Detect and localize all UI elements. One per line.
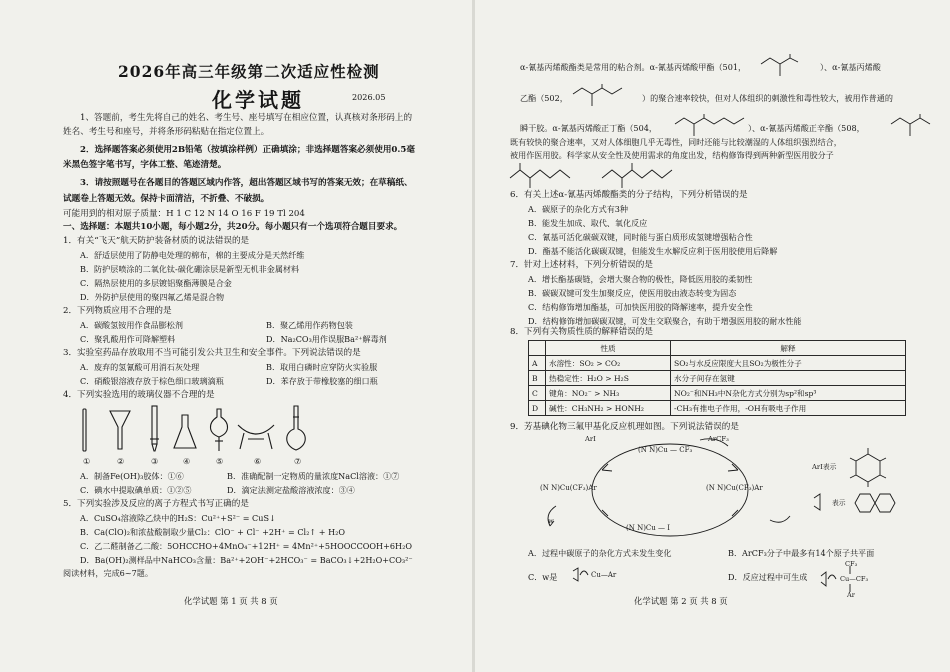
q9-option-b: B．ArCF₃分子中最多有14个原子共平面 xyxy=(728,548,875,558)
q7-option-d: D．结构修饰增加碳碳双键，可发生交联聚合，有助于增强医用胶的耐水性能 xyxy=(528,316,802,326)
q8-header-option xyxy=(529,341,546,356)
section-one-heading: 一、选择题：本题共10小题，每小题2分，共20分。每小题只有一个选项符合题目要求。 xyxy=(63,222,403,232)
q1-stem: 1．有关“飞天”航天防护装备材质的说法错误的是 xyxy=(63,236,250,246)
q8-row-c-option: C xyxy=(529,386,546,401)
q2-option-c: C．聚乳酸用作可降解塑料 xyxy=(80,334,176,344)
q4-option-c: C．碘水中提取碘单质：①②⑤ xyxy=(80,485,192,495)
page-fold xyxy=(472,0,475,672)
funnel-icon xyxy=(110,411,130,449)
material-line-3-tail: ）、α-氰基丙烯酸正辛酯（508， xyxy=(748,123,865,133)
q8-row-d-property: 碱性：CH₃NH₂ > HONH₂ xyxy=(546,401,671,416)
material-line-1-tail: ）、α-氰基丙烯酸 xyxy=(820,62,881,72)
subject-title: 化学试题 xyxy=(212,88,304,112)
q7-option-c: C．结构修饰增加酯基，可加快医用胶的降解速率，提升安全性 xyxy=(528,302,753,312)
q8-row-a-option: A xyxy=(529,356,546,371)
new-medical-glue-structures xyxy=(506,160,686,190)
q4-option-b: B．准确配制一定物质的量浓度NaCl溶液：①⑦ xyxy=(227,471,400,481)
q4-stem: 4．下列实验选用的玻璃仪器不合理的是 xyxy=(63,390,215,400)
q9-option-a: A．过程中碳原子的杂化方式未发生变化 xyxy=(528,548,672,558)
methyl-cyanoacrylate-structure xyxy=(758,52,820,82)
svg-text:Ar: Ar xyxy=(847,591,855,598)
q7-option-a: A．增长酯基碳链，会增大聚合物的极性，降低医用胶的柔韧性 xyxy=(528,274,753,284)
q6-option-c: C．氰基可活化碳碳双键，同时能与蛋白质形成氢键增强粘合性 xyxy=(528,232,753,242)
q6-option-b: B．能发生加成、取代、氧化反应 xyxy=(528,218,648,228)
q4-option-a: A．制备Fe(OH)₃胶体：①⑥ xyxy=(80,471,184,481)
material-line-2: 乙酯（502， xyxy=(520,93,568,103)
q3-stem: 3．实验室药品存放取用不当可能引发公共卫生和安全事件。下列说法错误的是 xyxy=(63,348,361,358)
material-line-4: 既有较快的聚合速率，又对人体细胞几乎无毒性，同时还能与比较潮湿的人体组织强烈结合， xyxy=(510,137,842,147)
pentafluorophenyl-iodide-structure xyxy=(844,446,892,488)
glassware-label-2: ② xyxy=(117,456,125,466)
glassware-label-7: ⑦ xyxy=(294,456,302,466)
q3-option-d: D．苯存放于带橡胶塞的细口瓶 xyxy=(266,376,378,386)
w-structure xyxy=(570,565,628,585)
q8-header-property: 性质 xyxy=(546,341,671,356)
note-line-5: 3．请按照题号在各题目的答题区域内作答，超出答题区域书写的答案无效；在草稿纸、 xyxy=(80,178,413,188)
q3-option-b: B．取用白磷时应穿防火实验服 xyxy=(266,362,378,372)
svg-text:Cu—Ar: Cu—Ar xyxy=(591,571,617,579)
atomic-masses: 可能用到的相对原子质量：H 1 C 12 N 14 O 16 F 19 Tl 204 xyxy=(63,209,305,219)
q1-option-b: B．防护层喷涂的二氧化钛-碳化硼涂层是新型无机非金属材料 xyxy=(80,264,300,274)
cu-iii-complex-structure xyxy=(818,560,888,598)
q9-option-d: D．反应过程中可生成 xyxy=(728,572,808,582)
note-line-6: 试题卷上答题无效。保持卡面清洁，不折叠、不破损。 xyxy=(63,194,270,204)
q5-option-b: B．Ca(ClO)₂和浓盐酸制取少量Cl₂：ClO⁻ + Cl⁻ +2H⁺ = Cl₂↑ + H₂O xyxy=(80,527,346,537)
q7-stem: 7．针对上述材料，下列分析错误的是 xyxy=(510,260,653,270)
q5-option-d: D．Ba(OH)₂测样品中NaHCO₃含量：Ba²⁺+2OH⁻+2HCO₃⁻ = BaCO₃↓+2H₂O+CO₃²⁻ xyxy=(80,555,413,565)
material-line-1: α-氰基丙烯酸酯类是常用的粘合剂。α-氰基丙烯酸甲酯（501， xyxy=(520,62,747,72)
note-line-1: 1、答题前，考生先将自己的姓名、考生号、座号填写在相应位置，认真核对条形码上的 xyxy=(80,113,413,123)
mech-w-label: w xyxy=(548,517,554,525)
q6-option-a: A．碳原子的杂化方式有3种 xyxy=(528,204,629,214)
q3-option-a: A．废弃的氢氰酸可用消石灰处理 xyxy=(80,362,200,372)
exam-date: 2026.05 xyxy=(352,92,386,102)
q8-row-c-explanation: NO₂⁻和NH₃中N杂化方式分别为sp²和sp³ xyxy=(671,386,906,401)
q5-option-c: C．乙二醛制备乙二酸：5OHCCHO+4MnO₄⁻+12H⁺ = 4Mn²⁺+5HOOCCOOH+6H₂O xyxy=(80,541,412,551)
conical-flask-icon xyxy=(174,415,196,448)
glassware-label-3: ③ xyxy=(151,456,159,466)
q1-option-d: D．外防护层使用的聚四氟乙烯是混合物 xyxy=(80,292,225,302)
q2-option-d: D．Na₂CO₃用作误服Ba²⁺解毒剂 xyxy=(266,334,387,344)
glassware-figure xyxy=(78,403,318,455)
page-2 xyxy=(476,0,950,672)
svg-text:Cu—CF₃: Cu—CF₃ xyxy=(840,575,869,583)
note-line-4: 米黑色签字笔书写，字体工整、笔迹清楚。 xyxy=(63,160,227,170)
mech-complex-top-cu: (N N)Cu — CF₃ xyxy=(638,446,693,454)
q2-option-a: A．碳酸氢铵用作食品膨松剂 xyxy=(80,320,183,330)
table-row xyxy=(529,386,906,401)
page-1-footer: 化学试题 第 1 页 共 8 页 xyxy=(184,596,278,606)
svg-text:CF₃: CF₃ xyxy=(845,560,858,568)
q7-option-b: B．碳碳双键可发生加聚反应，使医用胶由液态转变为固态 xyxy=(528,288,737,298)
catalytic-cycle-diagram xyxy=(520,434,802,546)
mech-ari-label: ArI xyxy=(585,435,596,443)
note-line-2: 姓名、考生号和座号，并将条形码粘贴在指定位置上。 xyxy=(63,127,270,137)
legend-ari-text: ArI表示 xyxy=(812,463,837,471)
q6-stem: 6．有关上述α-氰基丙烯酸酯类的分子结构，下列分析错误的是 xyxy=(510,190,748,200)
q9-option-c: C．w是 xyxy=(528,572,558,582)
q8-row-a-explanation: SO₂与水反应限度大且SO₂为极性分子 xyxy=(671,356,906,371)
bipyridine-ligand-structure xyxy=(812,490,900,516)
mech-complex-bottom-cu: (N N)Cu — I xyxy=(626,524,671,532)
q2-option-b: B．聚乙烯用作药物包装 xyxy=(266,320,353,330)
material-line-2-tail: ）的聚合速率较快，但对人体组织的刺激性和毒性较大，被用作普通的 xyxy=(642,93,893,103)
octyl-cyanoacrylate-structure xyxy=(888,112,940,142)
q8-row-a-property: 水溶性：SO₂ > CO₂ xyxy=(546,356,671,371)
mech-arcf3-label: ArCF₃ xyxy=(708,435,729,443)
burette-icon xyxy=(150,406,159,451)
glassware-label-6: ⑥ xyxy=(254,456,262,466)
q2-stem: 2．下列物质应用不合理的是 xyxy=(63,306,172,316)
q1-option-a: A．舒适层使用了防静电处理的棉布，棉的主要成分是天然纤维 xyxy=(80,250,305,260)
exam-title: 2026年高三年级第二次适应性检测 xyxy=(118,62,380,81)
q8-row-c-property: 键角：NO₂⁻ > NH₃ xyxy=(546,386,671,401)
note-line-3: 2．选择题答案必须使用2B铅笔（按填涂样例）正确填涂；非选择题答案必须使用0.5毫 xyxy=(80,145,415,155)
volumetric-flask-icon xyxy=(287,406,306,450)
evaporating-dish-icon xyxy=(238,425,274,449)
page-1 xyxy=(0,0,472,672)
reading-prompt: 阅读材料，完成6~7题。 xyxy=(63,568,153,578)
page-2-footer: 化学试题 第 2 页 共 8 页 xyxy=(634,596,728,606)
mech-complex-right-cu: (N N)Cu(CF₃)Ar xyxy=(706,484,763,492)
q8-row-b-property: 热稳定性：H₂O > H₂S xyxy=(546,371,671,386)
q8-table-header xyxy=(529,341,906,356)
q3-option-c: C．硝酸银溶液存放于棕色细口玻璃滴瓶 xyxy=(80,376,224,386)
material-line-3: 瞬干胶。α-氰基丙烯酸正丁酯（504， xyxy=(520,123,657,133)
q6-option-d: D．酯基不能活化碳碳双键，但能发生水解反应利于医用胶使用后降解 xyxy=(528,246,778,256)
legend-nn-text: 表示 xyxy=(832,499,846,507)
glassware-label-4: ④ xyxy=(183,456,191,466)
glassware-label-5: ⑤ xyxy=(216,456,224,466)
table-row xyxy=(529,356,906,371)
separatory-funnel-icon xyxy=(210,409,227,451)
q8-row-d-explanation: -CH₃有推电子作用，-OH有吸电子作用 xyxy=(671,401,906,416)
material-line-5: 被用作医用胶。科学家从安全性及使用需求的角度出发，结构修饰得到两种新型医用胶分子 xyxy=(510,150,834,160)
q5-stem: 5．下列实验涉及反应的离子方程式书写正确的是 xyxy=(63,499,249,509)
q8-row-b-option: B xyxy=(529,371,546,386)
q1-option-c: C．隔热层使用的多层镀铝聚酯薄膜是合金 xyxy=(80,278,232,288)
q8-row-d-option: D xyxy=(529,401,546,416)
q8-header-explanation: 解释 xyxy=(671,341,906,356)
glass-rod-icon xyxy=(83,409,86,451)
q5-option-a: A．CuSO₄溶液除乙炔中的H₂S：Cu²⁺+S²⁻ = CuS↓ xyxy=(80,513,276,523)
q4-option-d: D．滴定法测定盐酸溶液浓度：③④ xyxy=(227,485,355,495)
ethyl-cyanoacrylate-structure xyxy=(570,82,642,112)
q9-stem: 9．芳基碘化物三氟甲基化反应机理如图。下列说法错误的是 xyxy=(510,422,739,432)
mech-complex-left-cu: (N N)Cu(CF₃)Ar xyxy=(540,484,597,492)
table-row xyxy=(529,371,906,386)
q8-stem: 8．下列有关物质性质的解释错误的是 xyxy=(510,327,653,337)
table-row xyxy=(529,401,906,416)
glassware-label-1: ① xyxy=(83,456,91,466)
q8-table xyxy=(528,340,906,416)
q8-row-b-explanation: 水分子间存在氢键 xyxy=(671,371,906,386)
